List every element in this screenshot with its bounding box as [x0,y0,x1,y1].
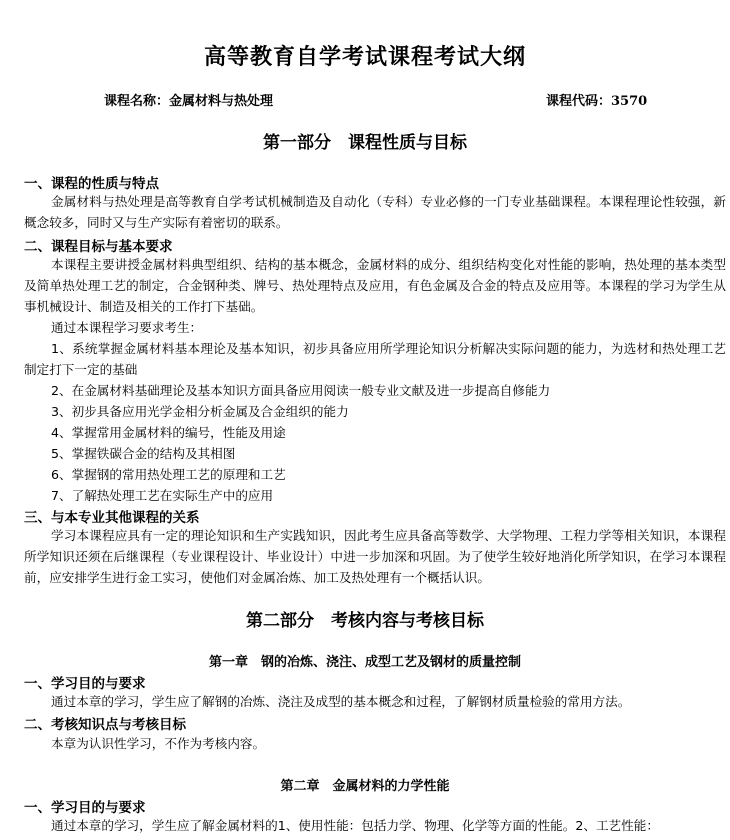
part1-section2-title: 二、课程目标与基本要求 [24,239,173,255]
part1-heading: 第一部分 课程性质与目标 [263,133,467,153]
part1-section2-paragraph: 本课程主要讲授金属材料典型组织、结构的基本概念，金属材料的成分、组织结构变化对性能的影响，热处理的基本类型及简单热处理工艺的制定，合金钢种类、牌号、热处理特点及应用，有色金属及合金的特点及应用等。本课程的学习为学生从事机械设计、制造及相关的工作打下基础。 [24,257,726,314]
course-code: 课程代码：3570 [546,94,648,109]
part1-section3-paragraph: 学习本课程应具有一定的理论知识和生产实践知识，因此考生应具备高等数学、大学物理、工程力学等相关知识，本课程所学知识还须在后继课程（专业课程设计、毕业设计）中进一步加深和巩固。为了使学生较好地消化所学知识，在学习本课程前，应安排学生进行金工实习，使他们对金属冶炼、加工及热处理有一个概括认识。 [24,528,726,585]
part1-section1-title: 一、课程的性质与特点 [24,176,159,192]
requirement-item-2: 2、在金属材料基础理论及基本知识方面具备应用阅读一般专业文献及进一步提高自修能力 [51,383,551,398]
part1-section1-paragraph: 金属材料与热处理是高等教育自学考试机械制造及自动化（专科）专业必修的一门专业基础课程。本课程理论性较强，新概念较多，同时又与生产实际有着密切的联系。 [24,194,726,230]
part1-section2-intro: 通过本课程学习要求考生： [51,320,203,335]
requirement-item-3: 3、初步具备应用光学金相分析金属及合金组织的能力 [51,404,349,419]
chapter2-section1-title: 一、学习目的与要求 [24,800,146,816]
part1-section3-title: 三、与本专业其他课程的关系 [24,510,200,526]
requirement-item-7: 7、了解热处理工艺在实际生产中的应用 [51,488,274,503]
chapter1-section2-paragraph: 本章为认识性学习，不作为考核内容。 [51,736,266,751]
document-title: 高等教育自学考试课程考试大纲 [203,45,526,70]
chapter1-section2-title: 二、考核知识点与考核目标 [24,717,186,733]
chapter1-title: 第一章 钢的冶炼、浇注、成型工艺及钢材的质量控制 [208,655,521,670]
chapter1-section1-title: 一、学习目的与要求 [24,676,146,692]
requirement-item-6: 6、掌握钢的常用热处理工艺的原理和工艺 [51,467,286,482]
requirement-item-4: 4、掌握常用金属材料的编号，性能及用途 [51,425,286,440]
course-name: 课程名称：金属材料与热处理 [104,94,274,109]
requirement-item-5: 5、掌握铁碳合金的结构及其相图 [51,446,236,461]
chapter1-section1-paragraph: 通过本章的学习，学生应了解钢的冶炼、浇注及成型的基本概念和过程，了解钢材质量检验的常用方法。 [51,694,631,709]
chapter2-title: 第二章 金属材料的力学性能 [280,779,450,794]
requirement-item-1: 1、系统掌握金属材料基本理论及基本知识，初步具备应用所学理论知识分析解决实际问题的能力，为选材和热处理工艺制定打下一定的基础 [24,341,726,377]
chapter2-section1-paragraph: 通过本章的学习，学生应了解金属材料的1、使用性能：包括力学、物理、化学等方面的性能。2、工艺性能： [51,818,659,833]
part2-heading: 第二部分 考核内容与考核目标 [246,611,484,631]
